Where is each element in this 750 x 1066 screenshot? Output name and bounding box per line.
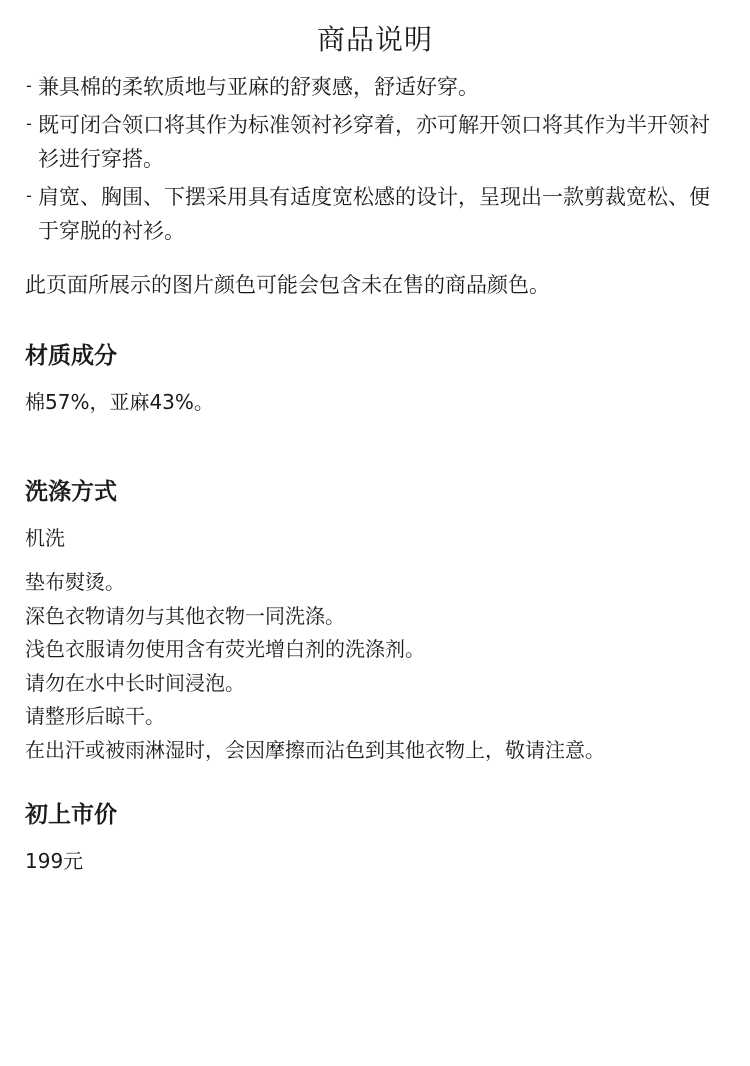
- washing-section: [25, 476, 725, 767]
- bullet-mark: -: [26, 114, 32, 133]
- color-disclaimer: 此页面所展示的图片颜色可能会包含未在售的商品颜色。: [25, 273, 550, 297]
- washing-note: 在出汗或被雨淋湿时，会因摩擦而沾色到其他衣物上，敬请注意。: [25, 737, 605, 762]
- material-section: [25, 340, 725, 418]
- washing-heading: 洗涤方式: [25, 479, 117, 505]
- washing-method: 机洗: [25, 526, 65, 550]
- bullet-mark: -: [26, 76, 32, 95]
- page-title: 商品说明: [316, 23, 433, 56]
- material-value: 棉57%，亚麻43%。: [25, 390, 214, 414]
- washing-notes: [25, 566, 725, 767]
- price-heading: 初上市价: [25, 802, 117, 828]
- bullet-mark: -: [26, 186, 32, 205]
- feature-item: [25, 180, 725, 248]
- feature-text: 肩宽、胸围、下摆采用具有适度宽松感的设计，呈现出一款剪裁宽松、便于穿脱的衬衫。: [38, 185, 710, 243]
- feature-list: [25, 70, 725, 248]
- feature-item: [25, 108, 725, 176]
- feature-text: 既可闭合领口将其作为标准领衬衫穿着，亦可解开领口将其作为半开领衬衫进行穿搭。: [38, 113, 710, 171]
- washing-note: 垫布熨烫。: [25, 570, 125, 594]
- price-value: 199元: [25, 849, 84, 873]
- feature-text: 兼具棉的柔软质地与亚麻的舒爽感，舒适好穿。: [38, 75, 479, 99]
- washing-note: 浅色衣服请勿使用含有荧光增白剂的洗涤剂。: [25, 637, 425, 661]
- washing-note: 深色衣物请勿与其他衣物一同洗涤。: [25, 603, 345, 628]
- washing-note: 请勿在水中长时间浸泡。: [25, 670, 245, 695]
- feature-item: [25, 70, 725, 104]
- price-section: [25, 799, 725, 877]
- material-heading: 材质成分: [25, 343, 117, 369]
- washing-note: 请整形后晾干。: [25, 704, 165, 728]
